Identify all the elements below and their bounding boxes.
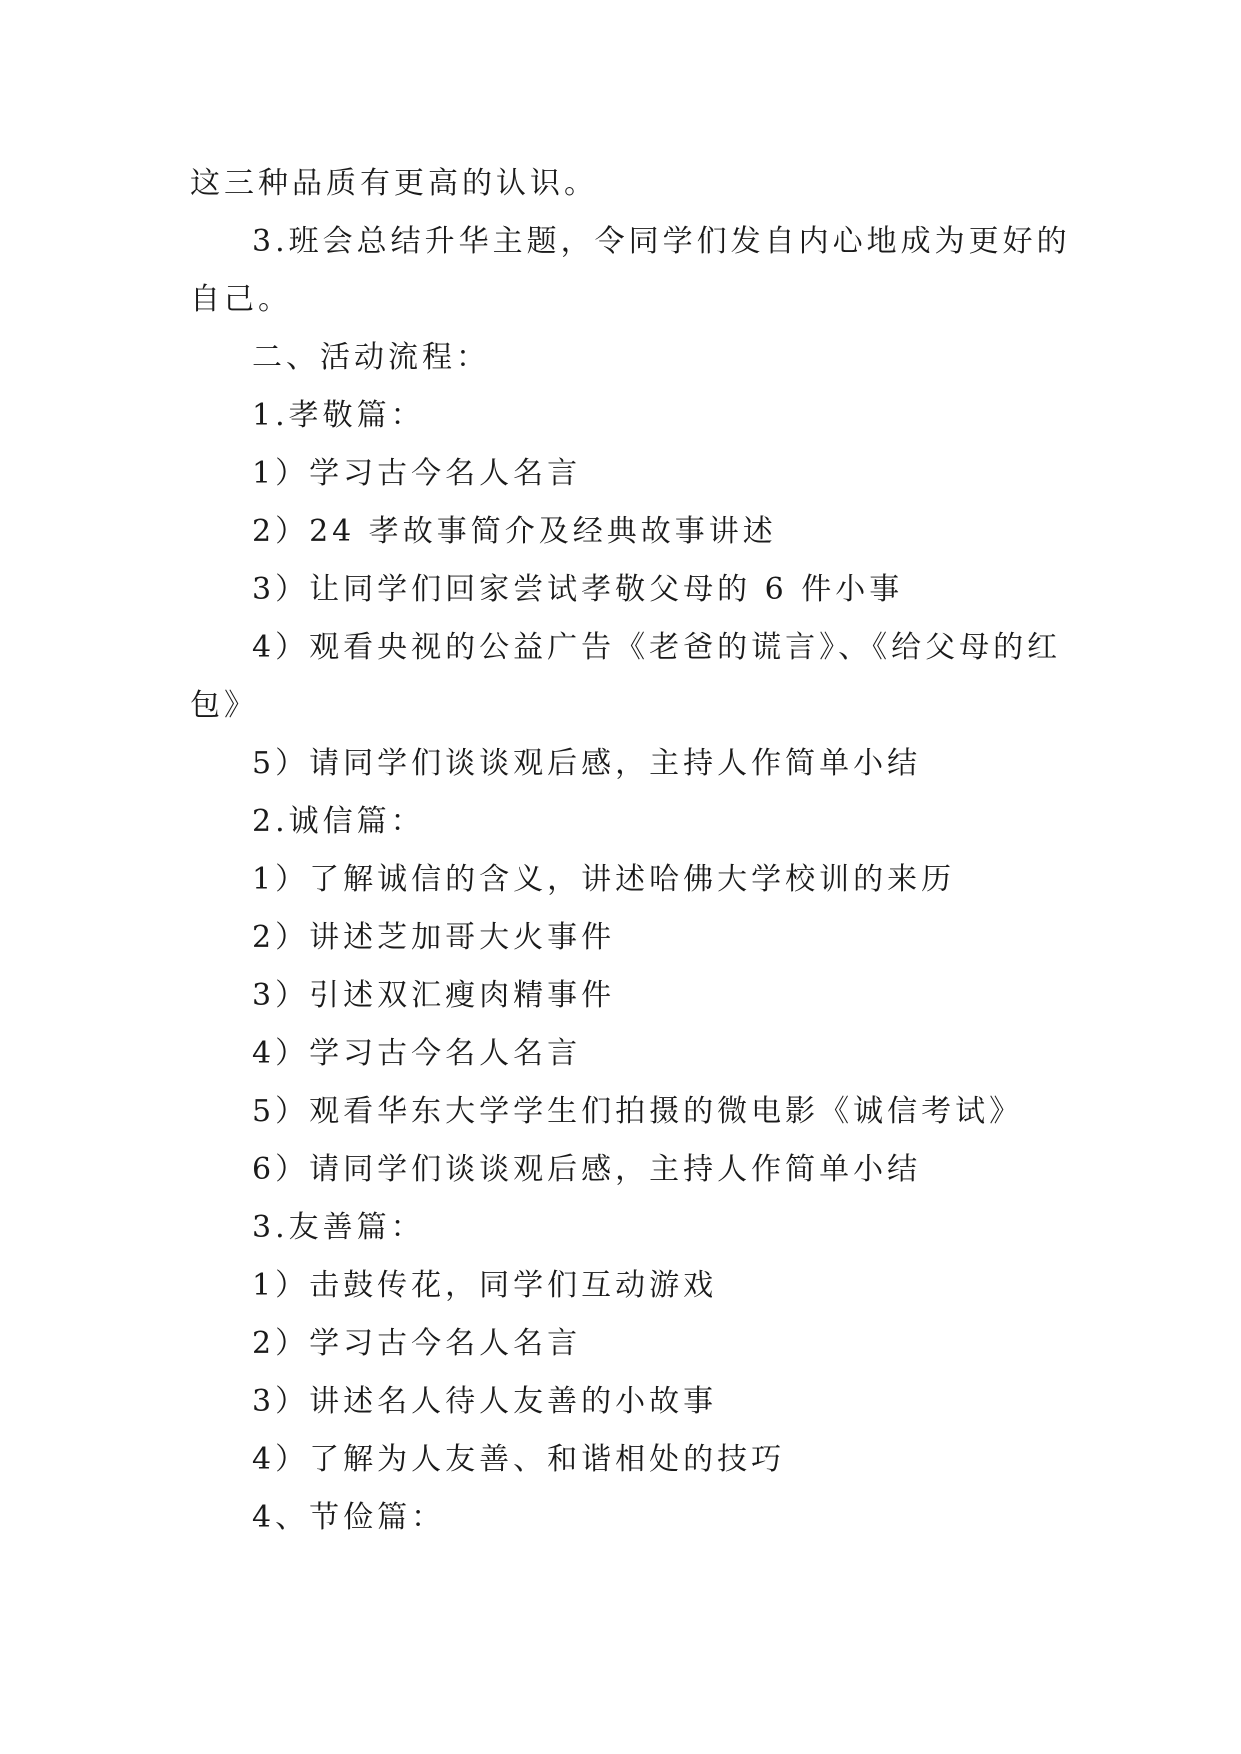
text-line: 自己。 <box>190 282 292 317</box>
list-item: 1）了解诚信的含义，讲述哈佛大学校训的来历 <box>252 862 956 897</box>
text-line: 这三种品质有更高的认识。 <box>190 166 598 201</box>
list-item: 4）观看央视的公益广告《老爸的谎言》、《给父母的红 <box>252 630 1062 665</box>
subsection-heading: 3.友善篇： <box>252 1210 425 1245</box>
list-item: 4）了解为人友善、和谐相处的技巧 <box>252 1442 786 1477</box>
list-item: 1）学习古今名人名言 <box>252 456 582 491</box>
list-item: 3）让同学们回家尝试孝敬父母的 6 件小事 <box>252 572 904 607</box>
text-line: 3.班会总结升华主题，令同学们发自内心地成为更好的 <box>252 224 1071 259</box>
list-item: 5）请同学们谈谈观后感，主持人作简单小结 <box>252 746 922 781</box>
list-item: 2）24 孝故事简介及经典故事讲述 <box>252 514 777 549</box>
subsection-heading: 1.孝敬篇： <box>252 398 425 433</box>
list-item: 5）观看华东大学学生们拍摄的微电影《诚信考试》 <box>252 1094 1024 1129</box>
subsection-heading: 2.诚信篇： <box>252 804 425 839</box>
section-heading: 二、活动流程： <box>252 340 490 375</box>
list-item: 3）讲述名人待人友善的小故事 <box>252 1384 718 1419</box>
list-item: 6）请同学们谈谈观后感，主持人作简单小结 <box>252 1152 922 1187</box>
list-item: 2）学习古今名人名言 <box>252 1326 582 1361</box>
list-item: 2）讲述芝加哥大火事件 <box>252 920 616 955</box>
list-item: 1）击鼓传花，同学们互动游戏 <box>252 1268 718 1303</box>
text-line: 包》 <box>190 688 258 723</box>
list-item: 3）引述双汇瘦肉精事件 <box>252 978 616 1013</box>
subsection-heading: 4、节俭篇： <box>252 1500 446 1535</box>
list-item: 4）学习古今名人名言 <box>252 1036 582 1071</box>
